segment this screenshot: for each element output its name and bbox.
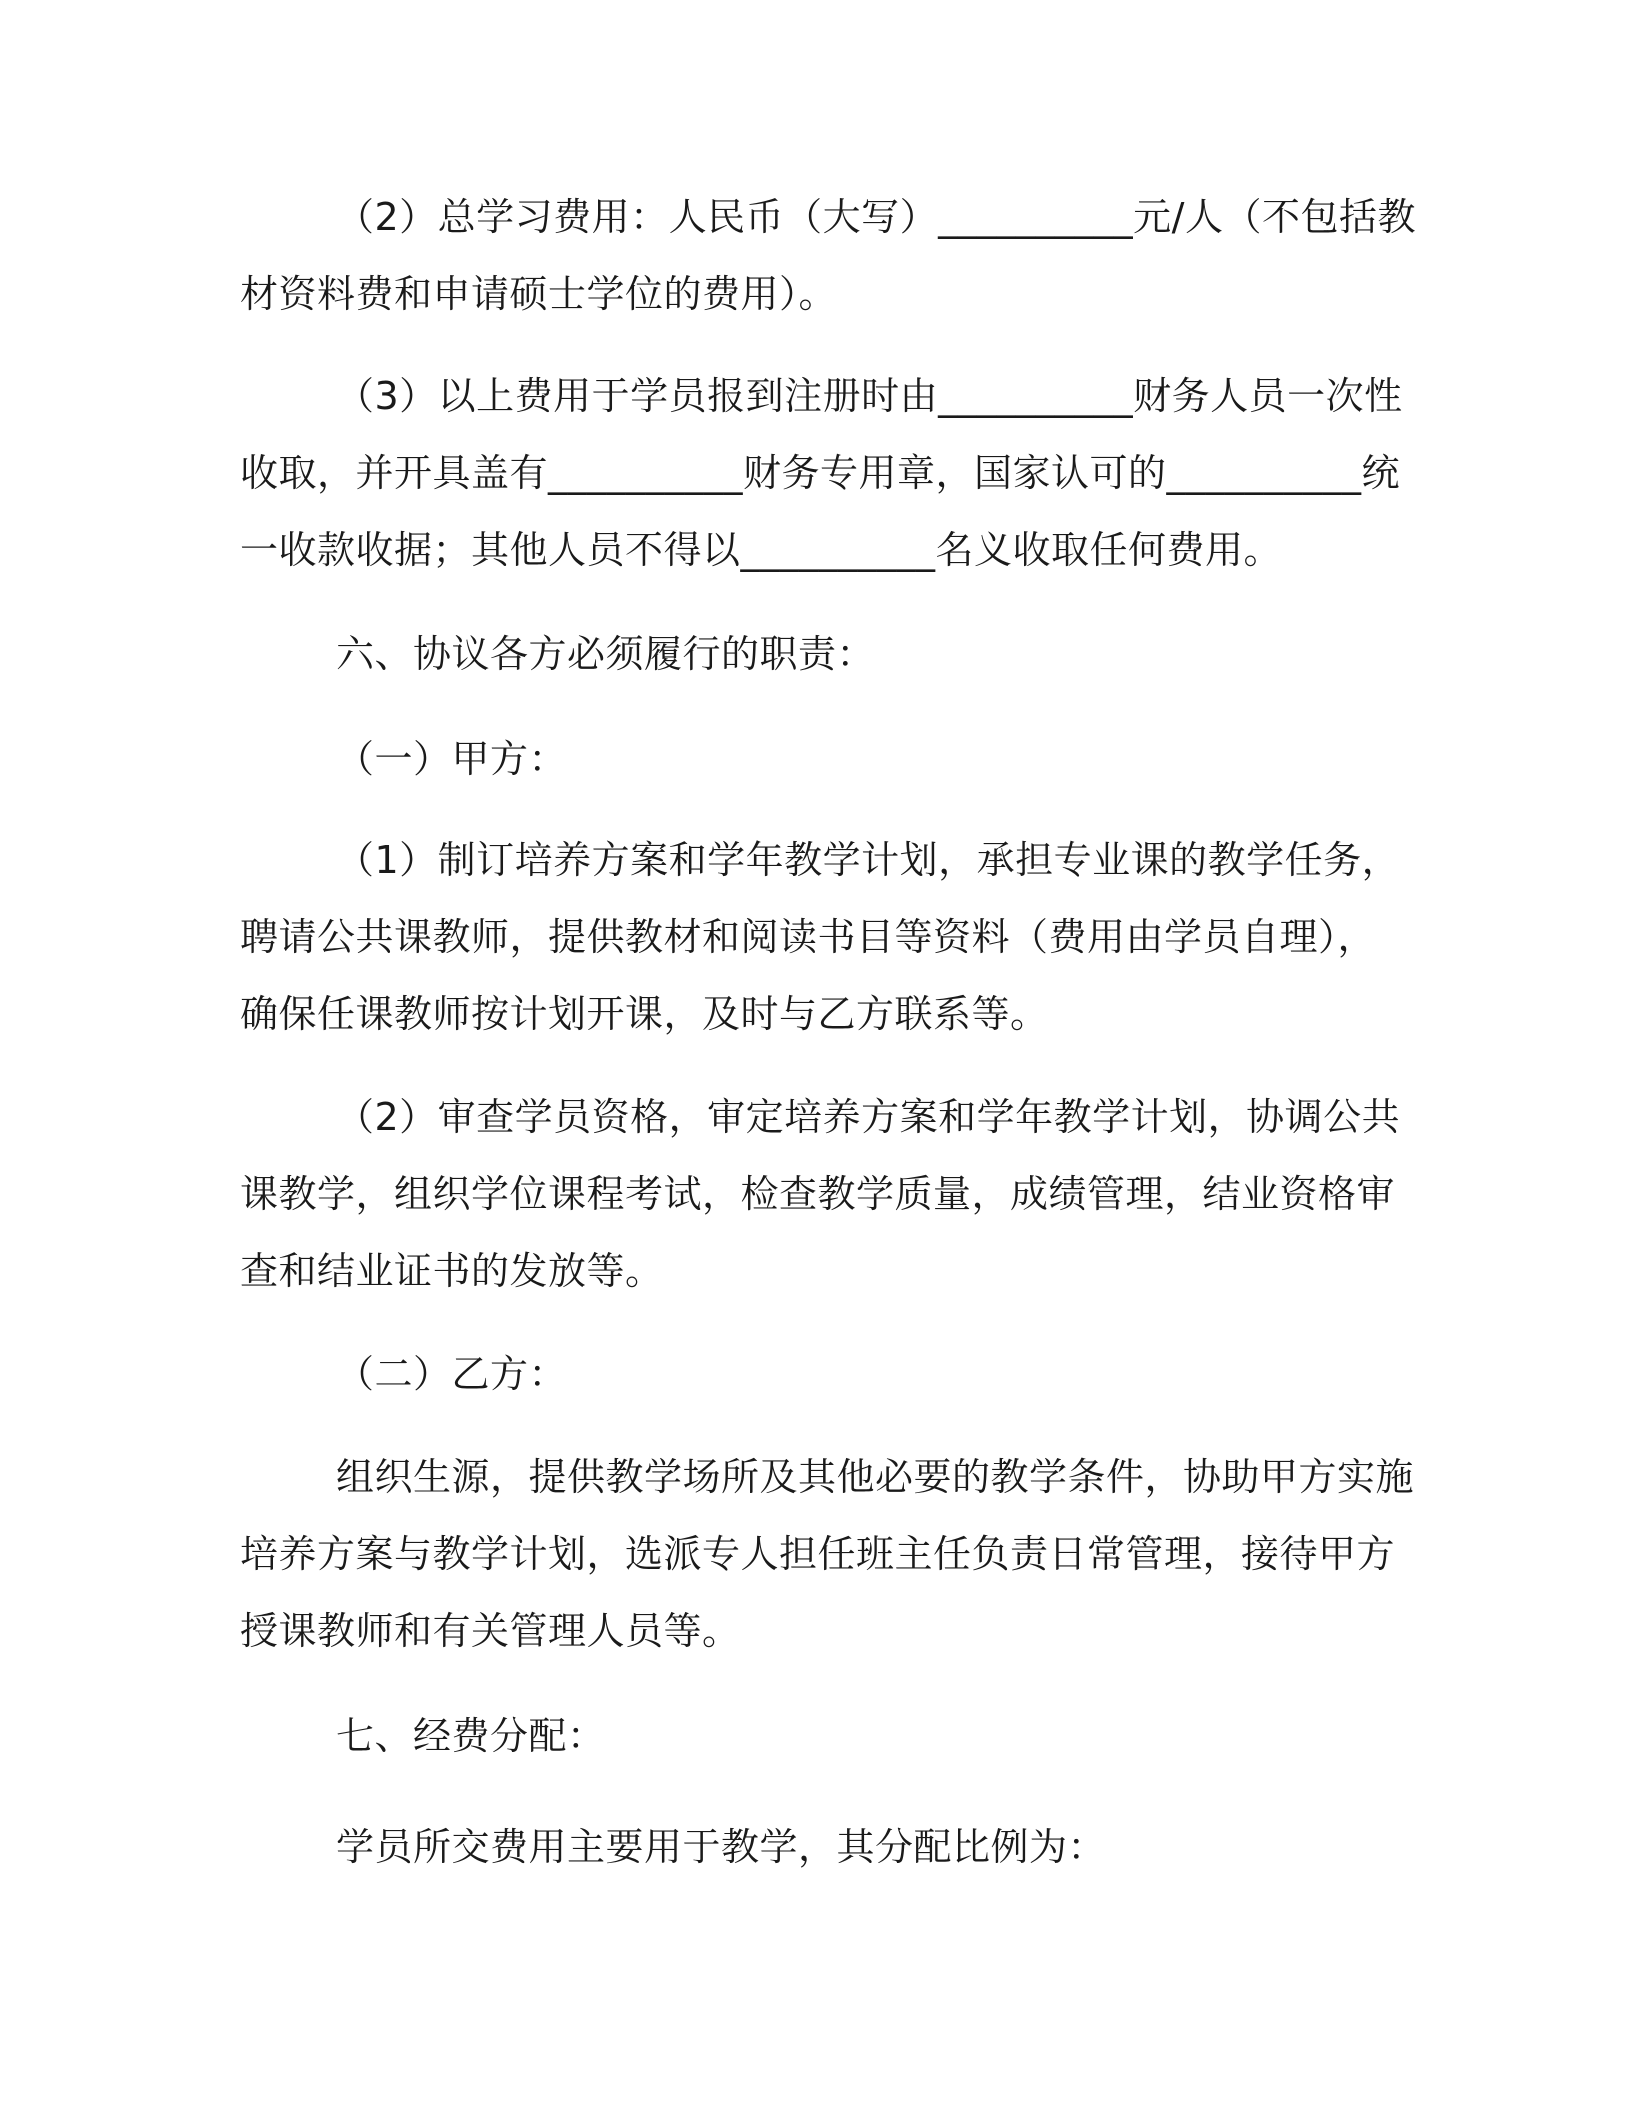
paragraph-party-a-2-line-3: 查和结业证书的发放等。 [240, 1249, 664, 1293]
paragraph-party-a-1-line-2: 聘请公共课教师，提供教材和阅读书目等资料（费用由学员自理）， [240, 915, 1377, 959]
paragraph-fee-collection-line-2: 收取，并开具盖有__________财务专用章，国家认可的__________统 [240, 451, 1401, 495]
paragraph-party-a-2-line-1: （2）审查学员资格，审定培养方案和学年教学计划，协调公共 [336, 1095, 1401, 1139]
paragraph-party-b-line-2: 培养方案与教学计划，选派专人担任班主任负责日常管理，接待甲方 [240, 1532, 1396, 1576]
paragraph-party-a-1-line-1: （1）制订培养方案和学年教学计划，承担专业课的教学任务， [336, 838, 1401, 882]
paragraph-fee-collection-line-1: （3）以上费用于学员报到注册时由__________财务人员一次性 [336, 374, 1403, 418]
paragraph-fee-total-line-1: （2）总学习费用：人民币（大写）__________元/人（不包括教 [336, 195, 1416, 239]
paragraph-party-a-1-line-3: 确保任课教师按计划开课，及时与乙方联系等。 [240, 992, 1049, 1036]
paragraph-fee-total-line-2: 材资料费和申请硕士学位的费用）。 [240, 272, 838, 316]
paragraph-party-a-2-line-2: 课教学，组织学位课程考试，检查教学质量，成绩管理，结业资格审 [240, 1172, 1396, 1216]
paragraph-funding-ratio: 学员所交费用主要用于教学，其分配比例为： [336, 1825, 1107, 1869]
paragraph-fee-collection-line-3: 一收款收据；其他人员不得以__________名义收取任何费用。 [240, 528, 1283, 572]
section-heading-funding: 七、经费分配： [336, 1714, 606, 1758]
paragraph-party-b-line-3: 授课教师和有关管理人员等。 [240, 1609, 741, 1653]
section-heading-duties: 六、协议各方必须履行的职责： [336, 632, 876, 676]
subheading-party-b: （二）乙方： [336, 1352, 568, 1396]
subheading-party-a: （一）甲方： [336, 737, 568, 781]
paragraph-party-b-line-1: 组织生源，提供教学场所及其他必要的教学条件，协助甲方实施 [336, 1455, 1415, 1499]
